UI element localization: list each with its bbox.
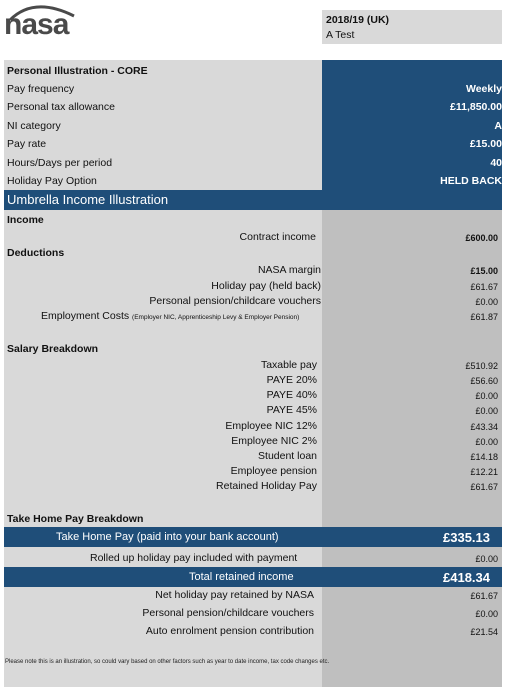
tax-allowance-value: £11,850.00 <box>450 101 502 113</box>
employment-costs-note: (Employer NIC, Apprenticeship Levy & Employer Pension) <box>132 314 300 321</box>
salary-item-value: £56.60 <box>470 376 498 386</box>
header-info-box <box>322 10 502 44</box>
salary-item-value: £0.00 <box>475 437 498 447</box>
hours-value: 40 <box>490 157 502 169</box>
salary-item-value: £12.21 <box>470 467 498 477</box>
illustration-title: Personal Illustration - CORE <box>7 65 148 77</box>
retained-item-label: Auto enrolment pension contribution <box>145 625 314 637</box>
retained-item-value: £21.54 <box>470 627 498 637</box>
illustration-values-panel <box>322 60 502 190</box>
nasa-logo <box>4 2 78 42</box>
pay-frequency-label: Pay frequency <box>7 83 75 95</box>
salary-item-value: £0.00 <box>475 391 498 401</box>
salary-item-label: Employee NIC 2% <box>231 435 317 447</box>
salary-item-label: PAYE 20% <box>266 374 317 386</box>
total-retained-label: Total retained income <box>189 571 294 583</box>
salary-item-label: PAYE 40% <box>266 389 317 401</box>
salary-item-value: £14.18 <box>470 452 498 462</box>
take-home-band <box>4 527 502 547</box>
holiday-held-back-value: £61.67 <box>470 282 498 292</box>
employment-costs-value: £61.87 <box>470 312 498 322</box>
take-home-label: Take Home Pay (paid into your bank account) <box>56 531 279 543</box>
holiday-option-label: Holiday Pay Option <box>7 175 97 187</box>
salary-item-value: £0.00 <box>475 406 498 416</box>
salary-item-label: Employee pension <box>230 465 317 477</box>
umbrella-title: Umbrella Income Illustration <box>7 192 169 207</box>
pay-rate-label: Pay rate <box>7 138 47 150</box>
deductions-heading: Deductions <box>7 247 65 259</box>
retained-item-label: Personal pension/childcare vouchers <box>142 607 314 619</box>
salary-item-label: Employee NIC 12% <box>225 420 317 432</box>
tax-allowance-label: Personal tax allowance <box>7 101 115 113</box>
rolled-up-label: Rolled up holiday pay included with payment <box>90 552 298 564</box>
take-home-value: £335.13 <box>443 530 490 545</box>
retained-item-value: £61.67 <box>470 591 498 601</box>
salary-item-value: £43.34 <box>470 422 498 432</box>
pension-vouchers-label: Personal pension/childcare vouchers <box>149 295 321 307</box>
contract-income-label: Contract income <box>239 231 316 243</box>
salary-item-label: Retained Holiday Pay <box>216 480 317 492</box>
rolled-up-value: £0.00 <box>475 554 498 564</box>
retained-item-value: £0.00 <box>475 609 498 619</box>
salary-heading: Salary Breakdown <box>7 343 99 355</box>
ni-category-label: NI category <box>7 120 61 132</box>
retained-item-label: Net holiday pay retained by NASA <box>155 589 314 601</box>
logo-text: nasa <box>4 8 69 41</box>
nasa-margin-label: NASA margin <box>257 264 321 276</box>
employment-costs-row <box>41 310 299 322</box>
hours-label: Hours/Days per period <box>7 157 113 169</box>
total-retained-value: £418.34 <box>443 570 490 585</box>
salary-item-value: £61.67 <box>470 482 498 492</box>
pay-rate-value: £15.00 <box>469 138 502 150</box>
client-name: A Test <box>326 29 355 41</box>
income-heading: Income <box>7 214 44 226</box>
salary-item-label: PAYE 45% <box>266 404 317 416</box>
take-home-heading: Take Home Pay Breakdown <box>7 513 144 525</box>
employment-costs-label: Employment Costs <box>41 310 130 322</box>
holiday-held-back-label: Holiday pay (held back) <box>211 280 321 292</box>
salary-item-label: Taxable pay <box>260 359 317 371</box>
contract-income-value: £600.00 <box>465 233 498 243</box>
nasa-margin-value: £15.00 <box>470 266 498 276</box>
pay-frequency-value: Weekly <box>466 83 502 95</box>
total-retained-band <box>4 567 502 587</box>
pension-vouchers-value: £0.00 <box>475 297 498 307</box>
salary-item-label: Student loan <box>258 450 317 462</box>
salary-item-value: £510.92 <box>465 361 498 371</box>
holiday-option-value: HELD BACK <box>440 175 502 187</box>
footnote: Please note this is an illustration, so could vary based on other factors such as year to date income, tax code changes etc. <box>5 659 330 665</box>
tax-year: 2018/19 (UK) <box>326 14 390 26</box>
ni-category-value: A <box>494 120 502 132</box>
umbrella-section-header <box>4 190 502 210</box>
